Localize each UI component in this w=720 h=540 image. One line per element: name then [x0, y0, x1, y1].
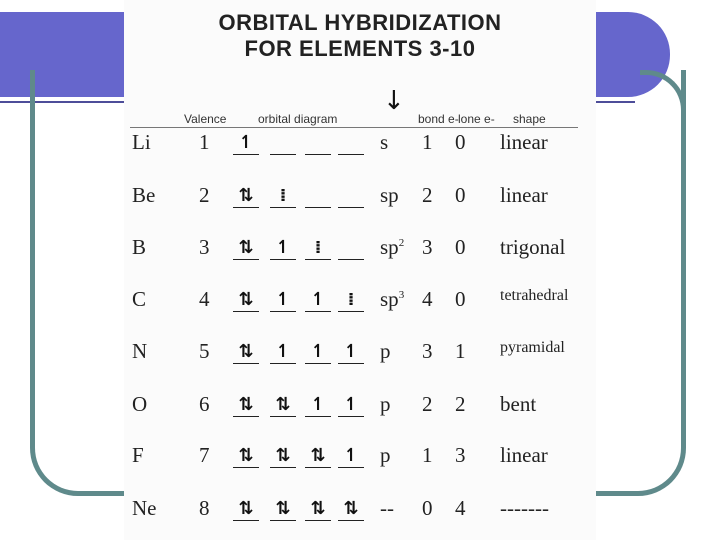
element-symbol: B: [132, 235, 147, 259]
hybridization-base: p: [380, 392, 391, 416]
orbital-slot: ⇅: [233, 341, 259, 364]
valence-count: 2: [199, 183, 210, 207]
element-symbol: N: [132, 339, 148, 363]
orbital-slot: ⁞: [305, 237, 331, 260]
shape-label: pyramidal: [500, 339, 565, 356]
page-title-line1: ORBITAL HYBRIDIZATION: [218, 10, 502, 35]
lone-electrons: 0: [455, 130, 466, 154]
orbital-slot: ↿: [305, 289, 331, 312]
header-lone: lone e-: [458, 112, 495, 126]
lone-electrons: 2: [455, 392, 466, 416]
shape-label: linear: [500, 183, 548, 207]
header-valence: Valence: [184, 112, 227, 126]
bond-electrons: 0: [422, 496, 433, 520]
orbital-slot: [338, 185, 364, 208]
bond-electrons: 4: [422, 287, 433, 311]
orbital-slot: ⇅: [233, 185, 259, 208]
orbital-slot: ⁞: [270, 185, 296, 208]
hybridization: [380, 287, 404, 312]
hybridization-base: p: [380, 339, 391, 363]
shape-label: linear: [500, 443, 548, 467]
orbital-slot: ⇅: [233, 394, 259, 417]
shape-label: tetrahedral: [500, 287, 569, 304]
orbital-slot: ↿: [338, 445, 364, 468]
lone-electrons: 0: [455, 235, 466, 259]
header-shape: shape: [513, 112, 546, 126]
bond-electrons: 1: [422, 130, 433, 154]
orbital-slot: ⁞: [338, 289, 364, 312]
hybridization-superscript: 3: [398, 289, 405, 301]
hybridization: [380, 339, 391, 364]
header-orbital-diagram: orbital diagram: [258, 112, 338, 126]
bond-electrons: 1: [422, 443, 433, 467]
bond-electrons: 2: [422, 183, 433, 207]
element-symbol: C: [132, 287, 147, 311]
lone-electrons: 0: [455, 287, 466, 311]
valence-count: 7: [199, 443, 210, 467]
hybridization: [380, 496, 394, 521]
element-symbol: Li: [132, 130, 151, 154]
orbital-slot: ↿: [338, 341, 364, 364]
orbital-slot: [338, 237, 364, 260]
lone-electrons: 1: [455, 339, 466, 363]
down-arrow-icon: ↓: [383, 86, 405, 116]
header-bond: bond e-: [418, 112, 459, 126]
orbital-slot: ⇅: [233, 289, 259, 312]
orbital-slot: [305, 185, 331, 208]
lone-electrons: 4: [455, 496, 466, 520]
hybridization: [380, 235, 404, 260]
hybridization-base: p: [380, 443, 391, 467]
valence-count: 6: [199, 392, 210, 416]
element-symbol: F: [132, 443, 144, 467]
shape-label: -------: [500, 496, 549, 520]
orbital-slot: ↿: [270, 289, 296, 312]
orbital-slot: ↿: [270, 237, 296, 260]
hybridization-base: sp: [380, 235, 399, 259]
orbital-slot: ↿: [270, 341, 296, 364]
element-symbol: Ne: [132, 496, 157, 520]
orbital-slot: ↿: [233, 132, 259, 155]
hybridization-base: s: [380, 130, 389, 154]
orbital-slot: ↿: [305, 341, 331, 364]
page-title-line2: FOR ELEMENTS 3-10: [244, 36, 476, 61]
bond-electrons: 3: [422, 339, 433, 363]
hybridization-base: sp: [380, 287, 399, 311]
orbital-slot: ↿: [305, 394, 331, 417]
orbital-slot: ⇅: [305, 498, 331, 521]
orbital-slot: [270, 132, 296, 155]
valence-count: 1: [199, 130, 210, 154]
orbital-slot: ⇅: [305, 445, 331, 468]
shape-label: bent: [500, 392, 537, 416]
orbital-slot: ⇅: [270, 394, 296, 417]
hybridization-superscript: 2: [398, 237, 405, 249]
orbital-slot: ⇅: [233, 237, 259, 260]
hybridization: [380, 183, 399, 208]
orbital-slot: [305, 132, 331, 155]
shape-label: trigonal: [500, 235, 566, 259]
orbital-slot: ⇅: [233, 445, 259, 468]
valence-count: 8: [199, 496, 210, 520]
bond-electrons: 3: [422, 235, 433, 259]
orbital-slot: [338, 132, 364, 155]
element-symbol: O: [132, 392, 148, 416]
valence-count: 3: [199, 235, 210, 259]
lone-electrons: 0: [455, 183, 466, 207]
hybridization: [380, 130, 388, 155]
hybridization-base: --: [380, 496, 394, 520]
hybridization: [380, 392, 391, 417]
hybridization: [380, 443, 391, 468]
header-rule: [130, 127, 578, 128]
valence-count: 5: [199, 339, 210, 363]
element-symbol: Be: [132, 183, 156, 207]
hybridization-base: sp: [380, 183, 399, 207]
shape-label: linear: [500, 130, 548, 154]
lone-electrons: 3: [455, 443, 466, 467]
orbital-slot: ↿: [338, 394, 364, 417]
orbital-slot: ⇅: [270, 445, 296, 468]
orbital-slot: ⇅: [233, 498, 259, 521]
valence-count: 4: [199, 287, 210, 311]
bond-electrons: 2: [422, 392, 433, 416]
orbital-slot: ⇅: [270, 498, 296, 521]
orbital-slot: ⇅: [338, 498, 364, 521]
